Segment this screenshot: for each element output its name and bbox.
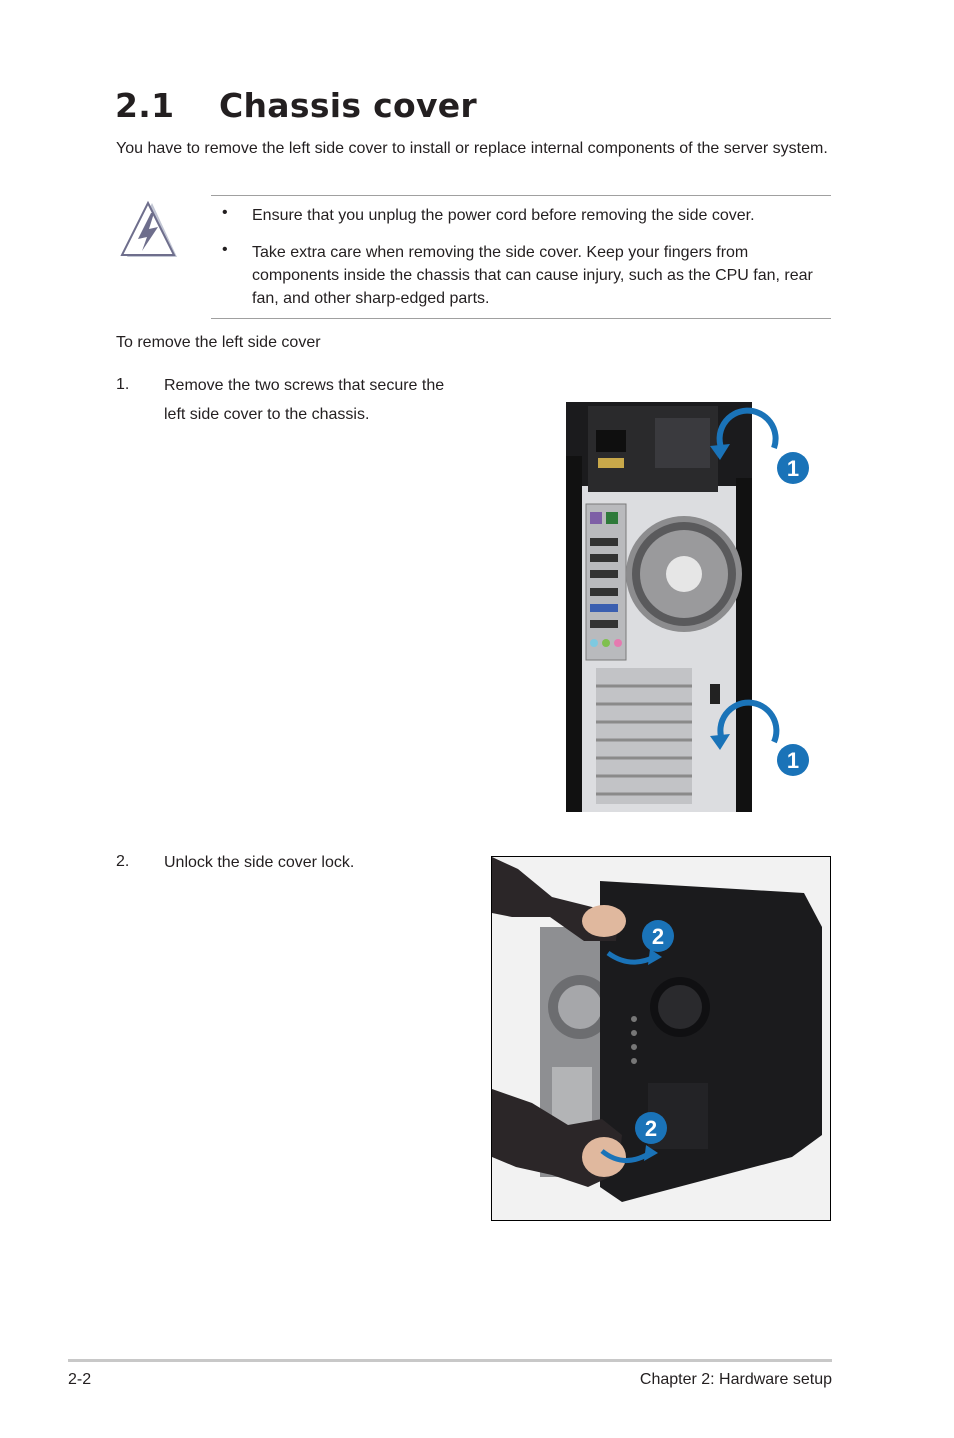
callout-2-top	[641, 919, 675, 953]
warning-bullet-1: Ensure that you unplug the power cord before removing the side cover.	[252, 207, 755, 224]
step-2-number: 2.	[116, 853, 130, 870]
step-1-text: Remove the two screws that secure the left side cover to the chassis.	[164, 377, 445, 423]
callout-1-top	[776, 451, 810, 485]
callout-2-top-label: 2	[651, 924, 665, 949]
bullet-marker: •	[222, 241, 228, 258]
intro-paragraph: You have to remove the left side cover to install or replace internal components of the server system.	[116, 140, 828, 157]
warning-bullet-2: Take extra care when removing the side cover. Keep your fingers from components inside the chassis that can cause injury, such as the CPU fan, rear fan, and other sharp-edged parts.	[252, 244, 813, 307]
page-title	[115, 86, 477, 125]
procedure-heading: To remove the left side cover	[116, 334, 321, 351]
callout-1-bottom	[776, 743, 810, 777]
callout-2-bottom-label: 2	[644, 1116, 658, 1141]
bullet-marker: •	[222, 204, 228, 221]
step-1-number: 1.	[116, 376, 130, 393]
section-number: 2.1	[115, 86, 175, 125]
footer-chapter: Chapter 2: Hardware setup	[639, 1371, 832, 1388]
callout-2-bottom	[634, 1111, 668, 1145]
callout-1-top-label: 1	[786, 456, 800, 481]
figure-side-cover-lock	[491, 856, 831, 1221]
section-title: Chassis cover	[219, 86, 478, 125]
warning-bottom-divider	[211, 318, 831, 319]
warning-lightning-icon	[116, 199, 180, 263]
step-2-text: Unlock the side cover lock.	[164, 854, 355, 871]
footer-page-number: 2-2	[68, 1371, 92, 1388]
callout-1-bottom-label: 1	[786, 748, 800, 773]
warning-top-divider	[211, 195, 831, 196]
footer-divider	[68, 1359, 832, 1362]
